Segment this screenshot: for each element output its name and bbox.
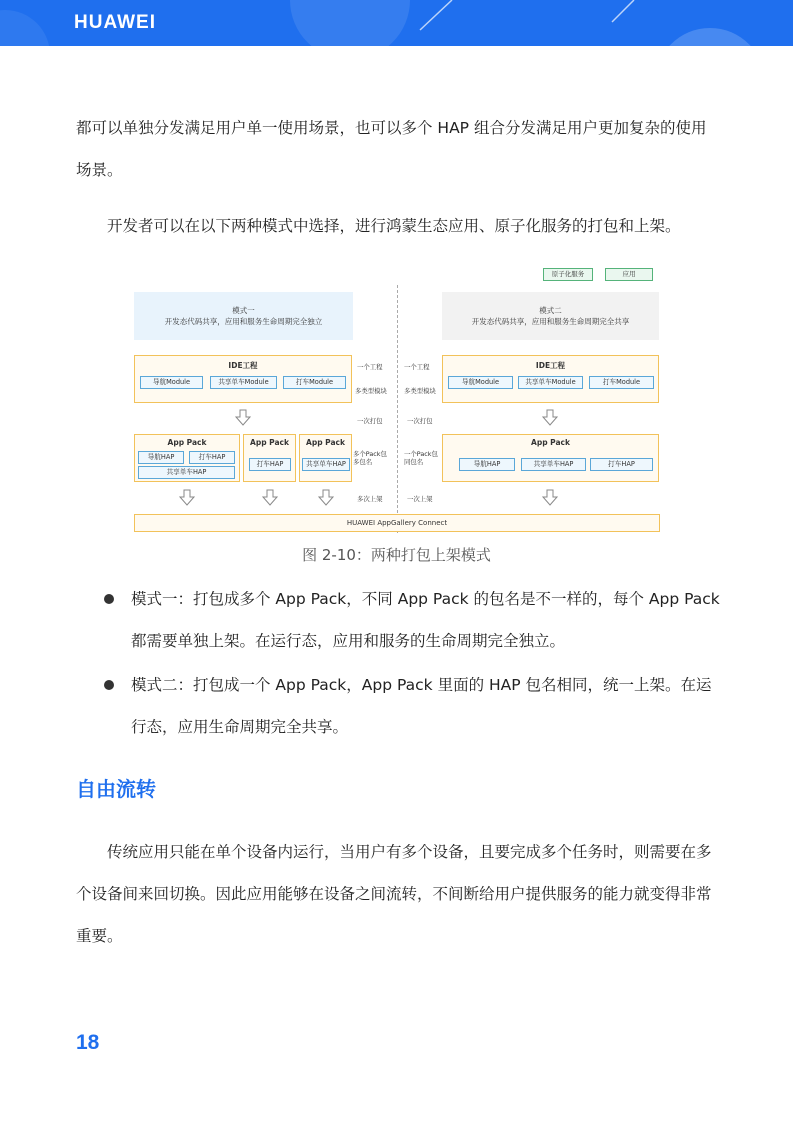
down-arrow-icon — [178, 489, 196, 507]
app-pack-title: App Pack — [531, 438, 570, 447]
mode1-box — [134, 292, 353, 340]
appgallery-connect-bar: HUAWEI AppGallery Connect — [134, 514, 660, 532]
body-paragraph: 传统应用只能在单个设备内运行，当用户有多个设备，且要完成多个任务时，则需要在多个设备间来回切换。因此应用能够在设备之间流转，不间断给用户提供服务的能力就变得非常重要。 — [76, 843, 712, 945]
down-arrow-icon — [261, 489, 279, 507]
mode1-app-pack-2 — [243, 434, 296, 482]
module-bike-sharing: 共享单车Module — [210, 376, 277, 389]
label-multi-release: 多次上架 — [357, 495, 383, 503]
body-paragraph: 开发者可以在以下两种模式中选择，进行鸿蒙生态应用、原子化服务的打包和上架。 — [107, 217, 681, 235]
hap-bike-sharing: 共享单车HAP — [521, 458, 586, 471]
packaging-modes-diagram — [133, 263, 663, 535]
label-one-project: 一个工程 — [357, 363, 383, 371]
legend-tag-app: 应用 — [605, 268, 653, 281]
label-pack-once: 一次打包 — [407, 417, 433, 425]
module-navigation: 导航Module — [448, 376, 513, 389]
label-same-package-name: 同包名 — [404, 458, 424, 466]
mode2-app-pack — [442, 434, 659, 482]
hap-bike-sharing: 共享单车HAP — [302, 458, 350, 471]
module-navigation: 导航Module — [140, 376, 203, 389]
mode1-ide-project — [134, 355, 352, 403]
down-arrow-icon — [317, 489, 335, 507]
bullet-mode1: 模式一：打包成多个 App Pack，不同 App Pack 的包名是不一样的，每个 App Pack 都需要单独上架。在运行态，应用和服务的生命周期完全独立。 — [131, 590, 720, 650]
mode2-ide-project — [442, 355, 659, 403]
module-taxi: 打车Module — [283, 376, 346, 389]
bullet-dot — [104, 680, 114, 690]
hap-taxi: 打车HAP — [189, 451, 235, 464]
label-pack-once: 一次打包 — [357, 417, 383, 425]
mode1-title: 模式一 — [232, 306, 255, 315]
label-one-project: 一个工程 — [404, 363, 430, 371]
down-arrow-icon — [541, 409, 559, 427]
label-one-release: 一次上架 — [407, 495, 433, 503]
figure-caption: 图 2-10：两种打包上架模式 — [302, 546, 491, 564]
module-taxi: 打车Module — [589, 376, 654, 389]
body-paragraph: 都可以单独分发满足用户单一使用场景，也可以多个 HAP 组合分发满足用户更加复杂的使用场景。 — [76, 119, 707, 179]
label-multi-module: 多类型模块 — [355, 387, 387, 395]
page-number: 18 — [76, 1031, 100, 1054]
hap-taxi: 打车HAP — [249, 458, 291, 471]
mode1-app-pack-3 — [299, 434, 352, 482]
mode2-box — [442, 292, 659, 340]
hap-navigation: 导航HAP — [459, 458, 515, 471]
section-heading: 自由流转 — [76, 777, 156, 801]
legend-tag-atomic-service: 原子化服务 — [543, 268, 593, 281]
mode2-desc: 开发态代码共享，应用和服务生命周期完全共享 — [471, 317, 630, 326]
mode1-app-pack-1 — [134, 434, 240, 482]
label-multi-package-name: 多包名 — [353, 458, 373, 466]
mode1-desc: 开发态代码共享，应用和服务生命周期完全独立 — [164, 317, 323, 326]
app-pack-title: App Pack — [167, 438, 207, 447]
app-pack-title: App Pack — [250, 438, 289, 447]
diagram-divider — [397, 285, 398, 533]
page-header-banner — [0, 0, 793, 46]
label-one-pack: 一个Pack包 — [404, 450, 438, 458]
label-multi-module: 多类型模块 — [404, 387, 436, 395]
label-multi-pack: 多个Pack包 — [353, 450, 387, 458]
app-pack-title: App Pack — [306, 438, 345, 447]
module-bike-sharing: 共享单车Module — [518, 376, 583, 389]
huawei-logo: HUAWEI — [74, 12, 156, 33]
bullet-mode2: 模式二：打包成一个 App Pack，App Pack 里面的 HAP 包名相同，统一上架。在运行态，应用生命周期完全共享。 — [131, 676, 712, 736]
bullet-dot — [104, 594, 114, 604]
ide-title: IDE工程 — [535, 361, 566, 370]
hap-taxi: 打车HAP — [590, 458, 653, 471]
mode2-title: 模式二 — [539, 306, 562, 315]
ide-title: IDE工程 — [228, 361, 258, 370]
hap-navigation: 导航HAP — [138, 451, 184, 464]
down-arrow-icon — [541, 489, 559, 507]
hap-bike-sharing: 共享单车HAP — [138, 466, 235, 479]
down-arrow-icon — [234, 409, 252, 427]
